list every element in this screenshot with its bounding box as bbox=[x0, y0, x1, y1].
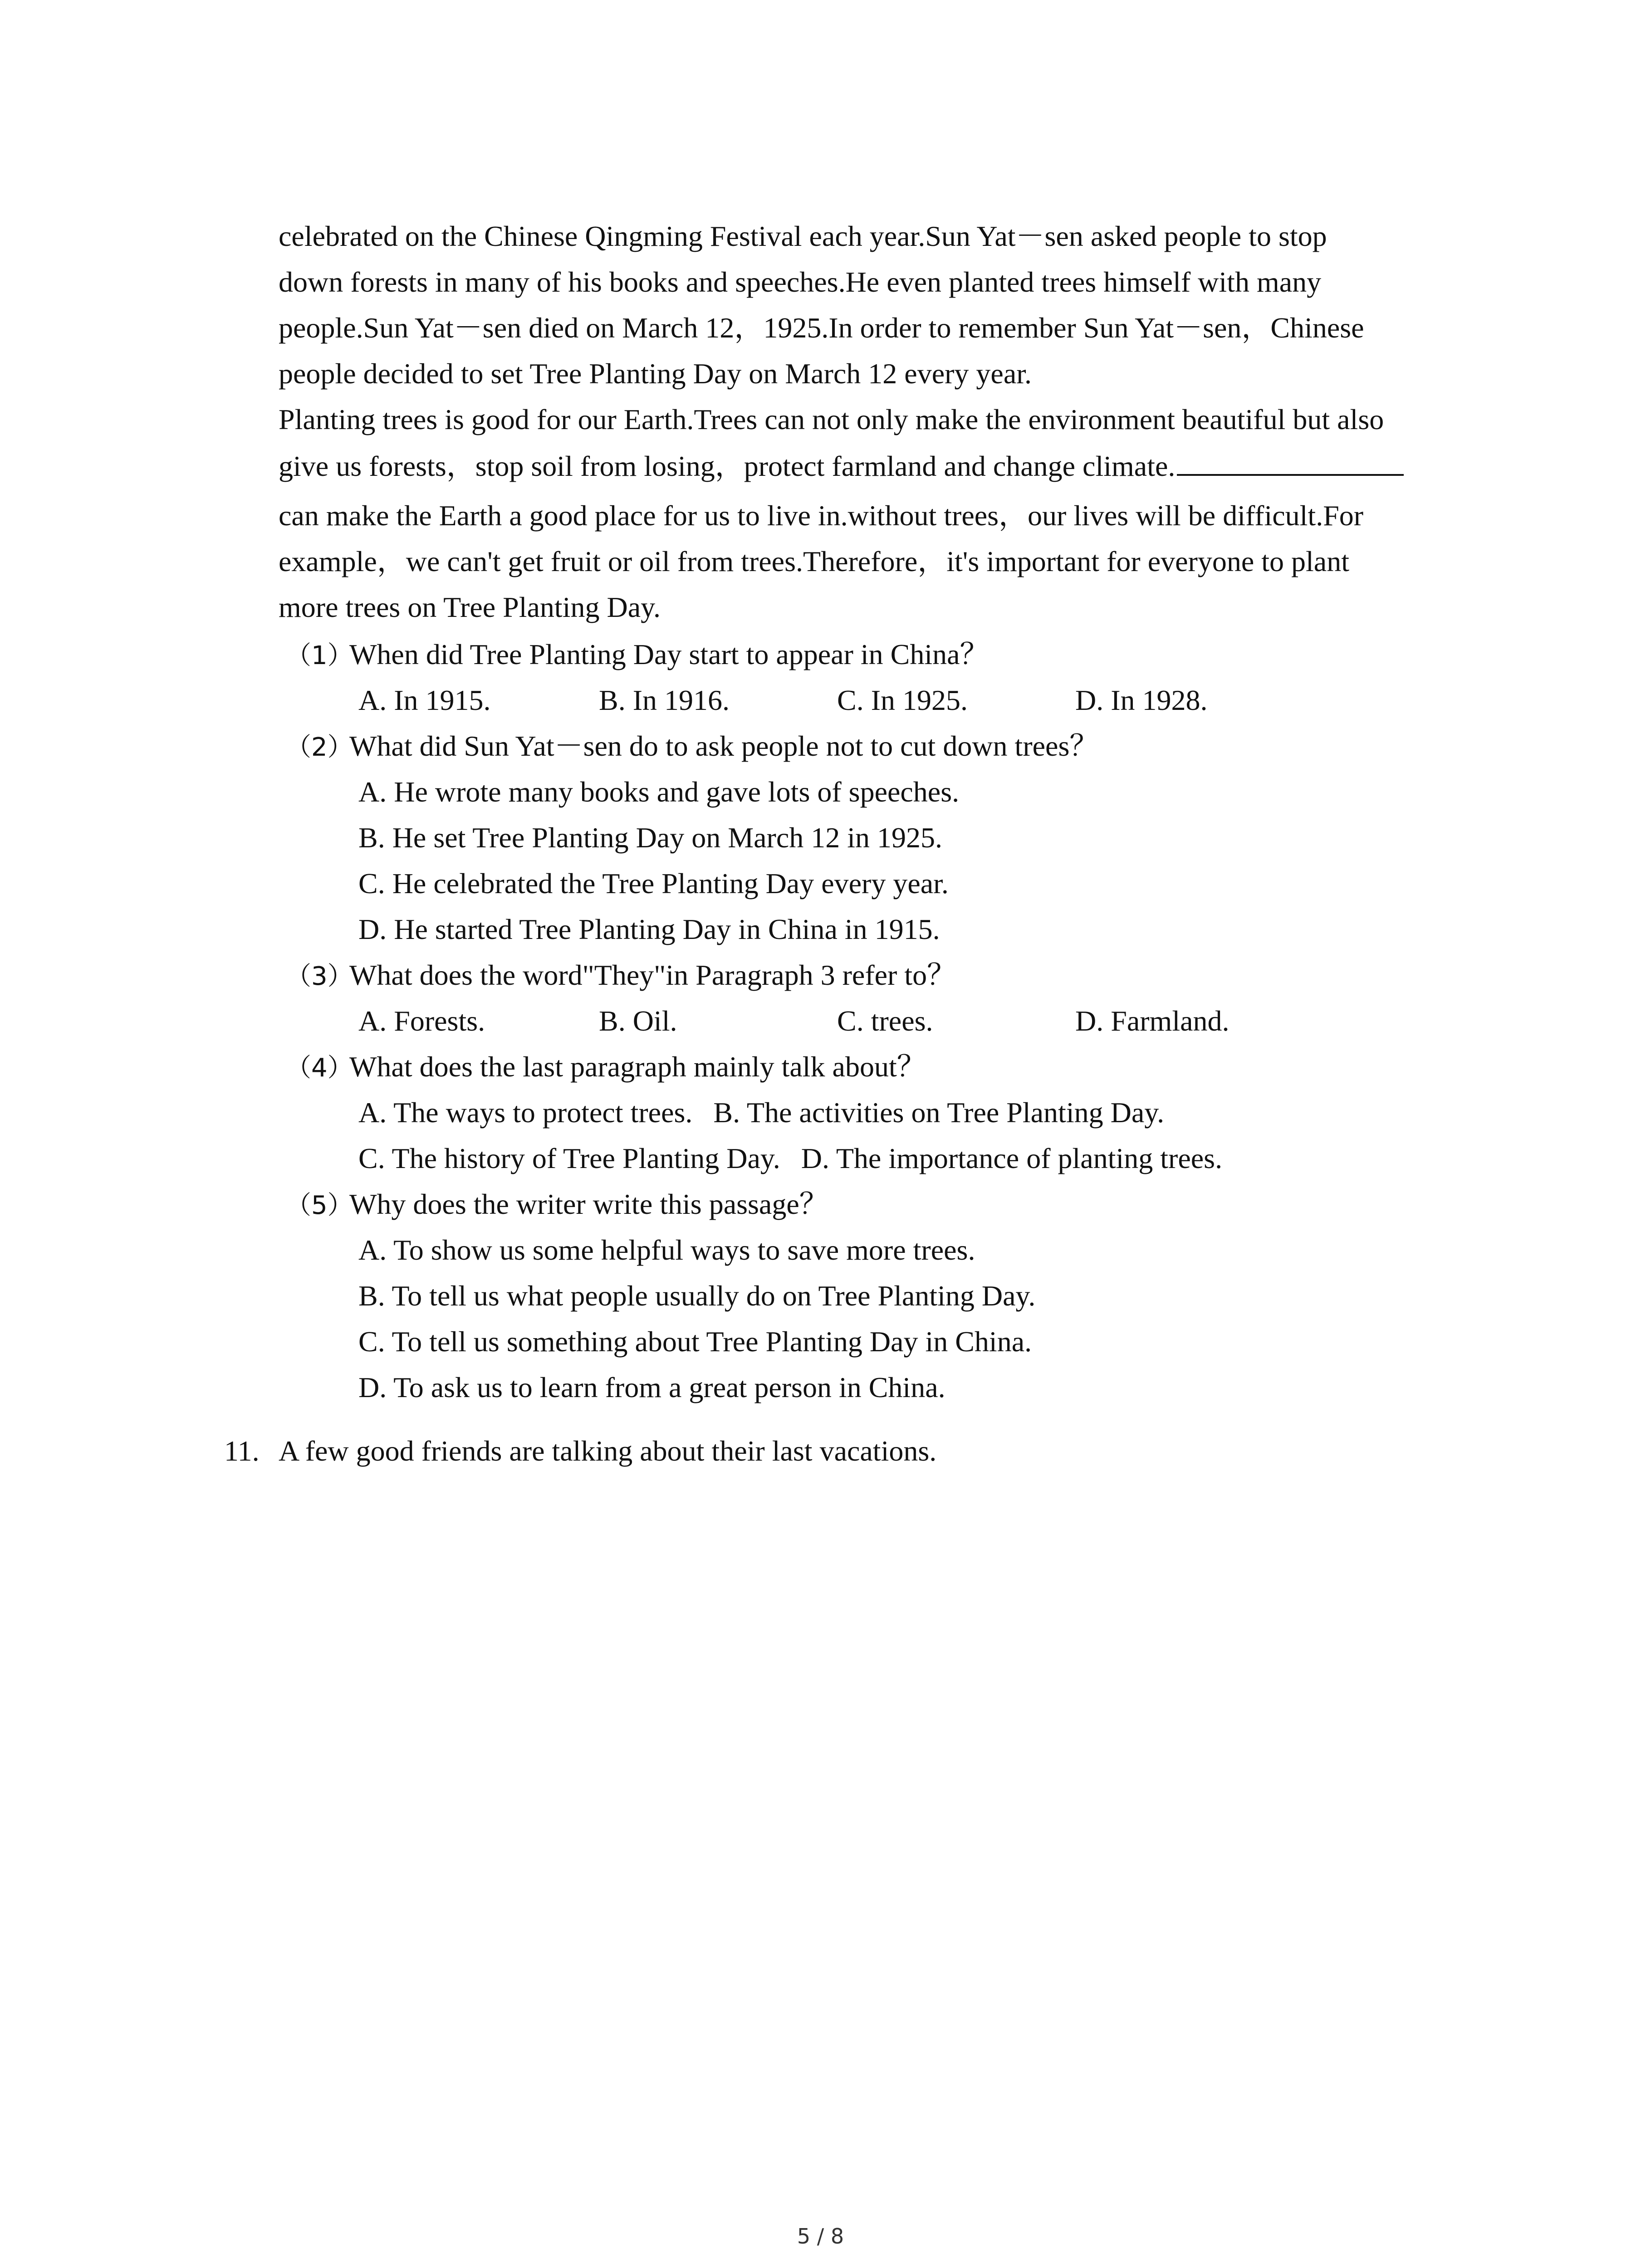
question-text: What does the word"They"in Paragraph 3 refer to？ bbox=[349, 959, 956, 991]
question-11 bbox=[224, 1428, 936, 1474]
question-stem bbox=[286, 952, 1511, 998]
question-number: （2） bbox=[286, 733, 353, 762]
question-stem bbox=[286, 1181, 1511, 1227]
option-a: A. To show us some helpful ways to save more trees. bbox=[358, 1234, 975, 1266]
question-11-number: 11. bbox=[224, 1435, 260, 1467]
passage-line-text: give us forests，stop soil from losing，protect farmland and change climate. bbox=[279, 450, 1176, 482]
question-stem bbox=[286, 723, 1511, 769]
option-d: D. In 1928. bbox=[1075, 684, 1208, 716]
option-b: B. To tell us what people usually do on Tree Planting Day. bbox=[358, 1280, 1036, 1312]
passage-line: Planting trees is good for our Earth.Trees can not only make the environment beautiful but also bbox=[279, 403, 1384, 435]
option-c: C. trees. bbox=[837, 1005, 933, 1037]
reading-passage bbox=[279, 213, 1458, 630]
page-number: 5 / 8 bbox=[797, 2224, 844, 2248]
passage-line: more trees on Tree Planting Day. bbox=[279, 591, 661, 623]
option-a: A. The ways to protect trees. bbox=[358, 1096, 693, 1129]
question-text: What did Sun Yat－sen do to ask people not to cut down trees？ bbox=[349, 730, 1099, 762]
options-row bbox=[286, 1090, 1511, 1135]
option-b: B. Oil. bbox=[599, 1005, 677, 1037]
option-a: A. He wrote many books and gave lots of speeches. bbox=[358, 776, 960, 808]
question-text: Why does the writer write this passage？ bbox=[349, 1188, 828, 1220]
answer-blank bbox=[1177, 442, 1404, 476]
passage-line: can make the Earth a good place for us to live in.without trees，our lives will be difficult.For bbox=[279, 499, 1364, 532]
option-b: B. The activities on Tree Planting Day. bbox=[713, 1096, 1165, 1129]
options-row bbox=[286, 1135, 1511, 1181]
question-stem bbox=[286, 631, 1511, 677]
options-row bbox=[286, 677, 1511, 723]
option-c: C. To tell us something about Tree Planting Day in China. bbox=[358, 1325, 1032, 1358]
option-d: D. The importance of planting trees. bbox=[801, 1142, 1223, 1174]
option-b: B. In 1916. bbox=[599, 684, 730, 716]
question-text: When did Tree Planting Day start to appear in China？ bbox=[349, 638, 989, 670]
passage-line-with-blank bbox=[279, 442, 1458, 493]
question-11-text: A few good friends are talking about their last vacations. bbox=[279, 1435, 937, 1467]
question-text: What does the last paragraph mainly talk about？ bbox=[349, 1051, 926, 1083]
passage-line: down forests in many of his books and speeches.He even planted trees himself with many bbox=[279, 266, 1322, 298]
option-a: A. Forests. bbox=[358, 1005, 485, 1037]
passage-line: example，we can't get fruit or oil from trees.Therefore，it's important for everyone to plant bbox=[279, 545, 1349, 577]
passage-line: people.Sun Yat－sen died on March 12，1925.In order to remember Sun Yat－sen，Chinese bbox=[279, 312, 1364, 344]
options-row bbox=[286, 998, 1511, 1044]
question-number: （1） bbox=[286, 641, 353, 670]
question-number: （4） bbox=[286, 1053, 353, 1083]
question-number: （3） bbox=[286, 962, 353, 991]
passage-line: people decided to set Tree Planting Day on March 12 every year. bbox=[279, 357, 1032, 390]
option-d: D. He started Tree Planting Day in China in 1915. bbox=[358, 913, 940, 945]
option-a: A. In 1915. bbox=[358, 684, 491, 716]
option-d: D. Farmland. bbox=[1075, 1005, 1230, 1037]
option-b: B. He set Tree Planting Day on March 12 in 1925. bbox=[358, 821, 942, 854]
option-d: D. To ask us to learn from a great person in China. bbox=[358, 1371, 945, 1403]
question-stem bbox=[286, 1044, 1511, 1090]
option-c: C. In 1925. bbox=[837, 684, 968, 716]
option-c: C. The history of Tree Planting Day. bbox=[358, 1142, 780, 1174]
question-list bbox=[286, 631, 1511, 1410]
option-c: C. He celebrated the Tree Planting Day every year. bbox=[358, 867, 949, 899]
passage-line: celebrated on the Chinese Qingming Festival each year.Sun Yat－sen asked people to stop bbox=[279, 220, 1327, 252]
question-number: （5） bbox=[286, 1191, 353, 1220]
